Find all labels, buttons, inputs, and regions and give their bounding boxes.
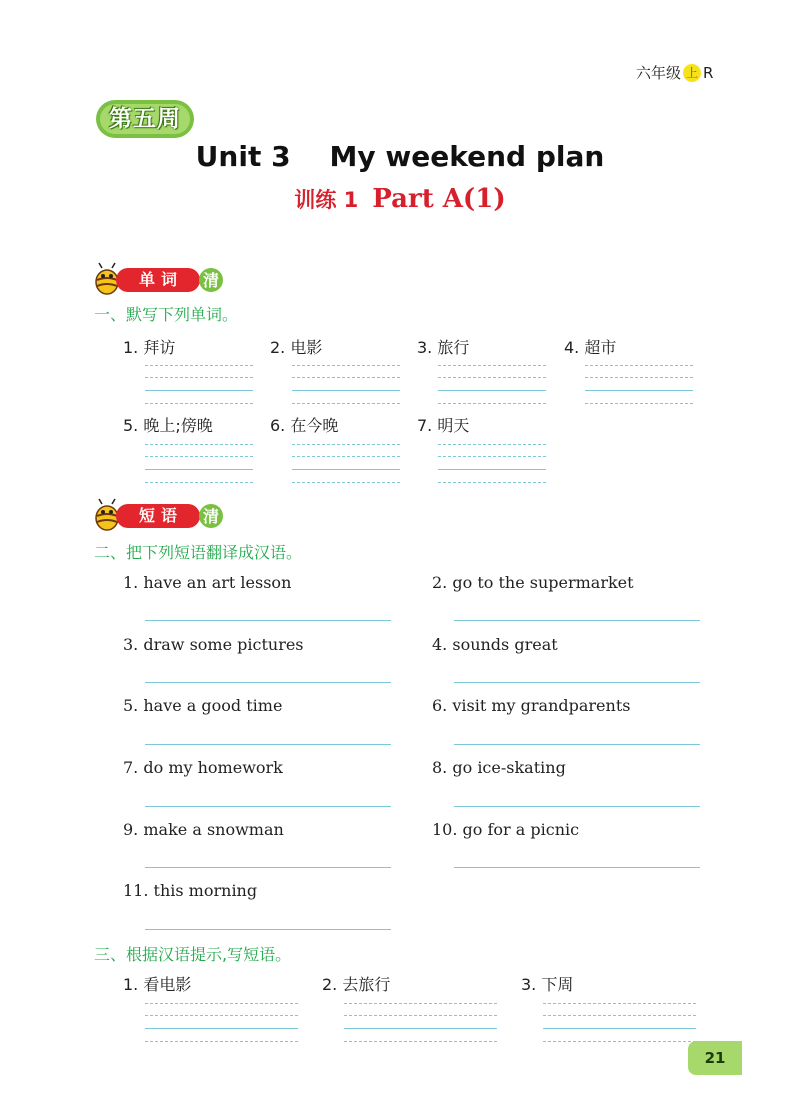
phrases-banner [92,498,227,532]
q1-item: 2. 电影 [270,338,323,357]
writing-grid[interactable] [145,1003,298,1043]
writing-grid[interactable] [543,1003,696,1043]
q1-heading: 一、默写下列单词。 [94,305,239,324]
q3-item: 1. 看电影 [123,975,192,994]
q2-item: 8. go ice-skating [432,758,566,777]
answer-line[interactable] [145,620,391,621]
q2-item: 11. this morning [123,881,258,900]
q3-item: 3. 下周 [521,975,574,994]
words-banner-label: 单词 [138,270,183,289]
q2-item: 6. visit my grandparents [432,696,631,715]
writing-grid[interactable] [145,444,253,484]
writing-grid[interactable] [292,365,400,405]
lesson-cn: 训练 1 [294,188,359,212]
semester-badge: 上 [683,64,701,82]
page-number: 21 [688,1041,742,1075]
grade-label [636,62,713,83]
q2-item: 9. make a snowman [123,820,284,839]
answer-line[interactable] [145,929,391,930]
answer-line[interactable] [454,806,700,807]
qing-tag-icon [198,503,224,529]
edition-label: R [703,63,714,82]
q2-item: 1. have an art lesson [123,573,292,592]
q1-item: 1. 拜访 [123,338,176,357]
q3-heading: 三、根据汉语提示,写短语。 [94,945,292,964]
q1-item: 7. 明天 [417,416,470,435]
q1-item: 6. 在今晚 [270,416,339,435]
answer-line[interactable] [145,867,391,868]
answer-line[interactable] [454,744,700,745]
answer-line[interactable] [145,682,391,683]
q2-item: 5. have a good time [123,696,283,715]
writing-grid[interactable] [585,365,693,405]
grade-prefix: 六年级 [636,64,682,82]
q2-item: 3. draw some pictures [123,635,304,654]
q2-item: 7. do my homework [123,758,283,777]
svg-text:清: 清 [202,507,220,526]
week-badge [96,100,194,138]
lesson-title [0,184,800,214]
words-banner [92,262,227,296]
writing-grid[interactable] [344,1003,497,1043]
answer-line[interactable] [145,744,391,745]
q2-heading: 二、把下列短语翻译成汉语。 [94,543,303,562]
unit-title: Unit 3 My weekend plan [195,140,605,173]
q3-item: 2. 去旅行 [322,975,391,994]
answer-line[interactable] [454,867,700,868]
writing-grid[interactable] [438,444,546,484]
q1-item: 3. 旅行 [417,338,470,357]
phrases-banner-label: 短语 [138,506,183,525]
svg-text:清: 清 [202,271,220,290]
answer-line[interactable] [454,620,700,621]
q2-item: 10. go for a picnic [432,820,580,839]
q2-item: 2. go to the supermarket [432,573,634,592]
writing-grid[interactable] [145,365,253,405]
q1-item: 4. 超市 [564,338,617,357]
writing-grid[interactable] [292,444,400,484]
lesson-en: Part A(1) [372,184,506,214]
writing-grid[interactable] [438,365,546,405]
answer-line[interactable] [145,806,391,807]
q1-item: 5. 晚上;傍晚 [123,416,213,435]
qing-tag-icon [198,267,224,293]
week-badge-text: 第五周 [109,106,181,132]
q2-item: 4. sounds great [432,635,558,654]
answer-line[interactable] [454,682,700,683]
